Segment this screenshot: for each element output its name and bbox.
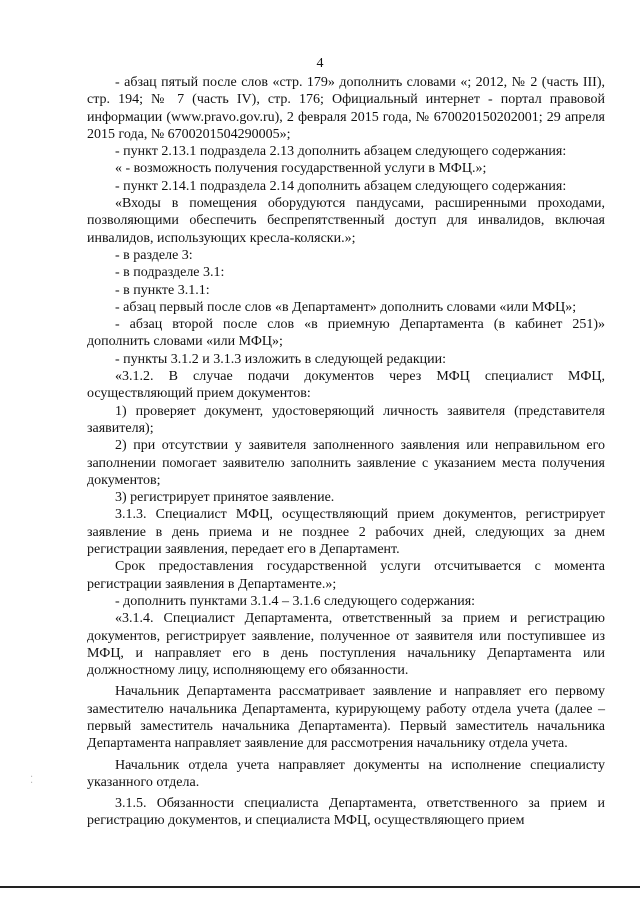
document-body — [87, 74, 605, 830]
scan-mark-icon: ⁚ — [30, 775, 34, 786]
paragraph-13: 1) проверяет документ, удостоверяющий личность заявителя (представителя заявителя); — [87, 403, 605, 436]
paragraph-12: «3.1.2. В случае подачи документов через МФЦ специалист МФЦ, осуществляющий прием документов: — [87, 369, 605, 402]
paragraph-4: - пункт 2.14.1 подраздела 2.14 дополнить абзацем следующего содержания: — [115, 178, 567, 194]
paragraph-16: 3.1.3. Специалист МФЦ, осуществляющий прием документов, регистрирует заявление в день приема и не позднее 2 рабочих дней, следующих за днем регистрации заявления, передает его в Департамент. — [87, 507, 605, 558]
paragraph-9: - абзац первый после слов «в Департамент» дополнить словами «или МФЦ»; — [115, 299, 577, 315]
paragraph-15: 3) регистрирует принятое заявление. — [115, 490, 335, 506]
paragraph-19: «3.1.4. Специалист Департамента, ответственный за прием и регистрацию документов, регистрирует заявление, полученное от заявителя или поступившее из МФЦ, и направляет его в день поступления начальнику Департамента или должностному лицу, исполняющему его обязанности. — [87, 611, 605, 679]
bottom-divider — [0, 886, 640, 888]
paragraph-2: - пункт 2.13.1 подраздела 2.13 дополнить абзацем следующего содержания: — [115, 144, 567, 160]
paragraph-7: - в подразделе 3.1: — [115, 265, 225, 281]
paragraph-1: - абзац пятый после слов «стр. 179» дополнить словами «; 2012, № 2 (часть III), стр. 194; № 7 (часть IV), стр. 176; Официальный интернет - портал правовой информации (www.pravo.gov.ru), 2 февраля 2015 года, № 670020150202001; 29 апреля 2015 года, № 6700201504290005»; — [87, 75, 605, 142]
paragraph-22: 3.1.5. Обязанности специалиста Департамента, ответственного за прием и регистрацию документов, и специалиста МФЦ, осуществляющего прием — [87, 796, 605, 829]
paragraph-20: Начальник Департамента рассматривает заявление и направляет его первому заместителю начальника Департамента, курирующему работу отдела учета (далее – первый заместитель начальника Департамента). Первый заместитель начальника Департамента направляет заявление для рассмотрения начальнику отдела учета. — [87, 684, 605, 752]
paragraph-5: «Входы в помещения оборудуются пандусами, расширенными проходами, позволяющими обеспечить беспрепятственный доступ для инвалидов, включая инвалидов, использующих кресла-коляски.»; — [87, 196, 605, 246]
paragraph-21: Начальник отдела учета направляет документы на исполнение специалисту указанного отдела. — [87, 757, 605, 790]
paragraph-11: - пункты 3.1.2 и 3.1.3 изложить в следующей редакции: — [115, 351, 447, 367]
paragraph-10: - абзац второй после слов «в приемную Департамента (в кабинет 251)» дополнить словами «или МФЦ»; — [87, 317, 605, 350]
paragraph-17: Срок предоставления государственной услуги отсчитывается с момента регистрации заявления в Департаменте.»; — [87, 559, 605, 592]
page-number: 4 — [316, 56, 324, 71]
paragraph-3: « - возможность получения государственной услуги в МФЦ.»; — [115, 161, 487, 177]
paragraph-14: 2) при отсутствии у заявителя заполненного заявления или неправильном его заполнении помогает заявителю заполнить заявление с указанием места получения документов; — [87, 438, 605, 488]
paragraph-18: - дополнить пунктами 3.1.4 – 3.1.6 следующего содержания: — [115, 593, 476, 609]
paragraph-6: - в разделе 3: — [115, 247, 193, 263]
paragraph-8: - в пункте 3.1.1: — [115, 282, 210, 298]
